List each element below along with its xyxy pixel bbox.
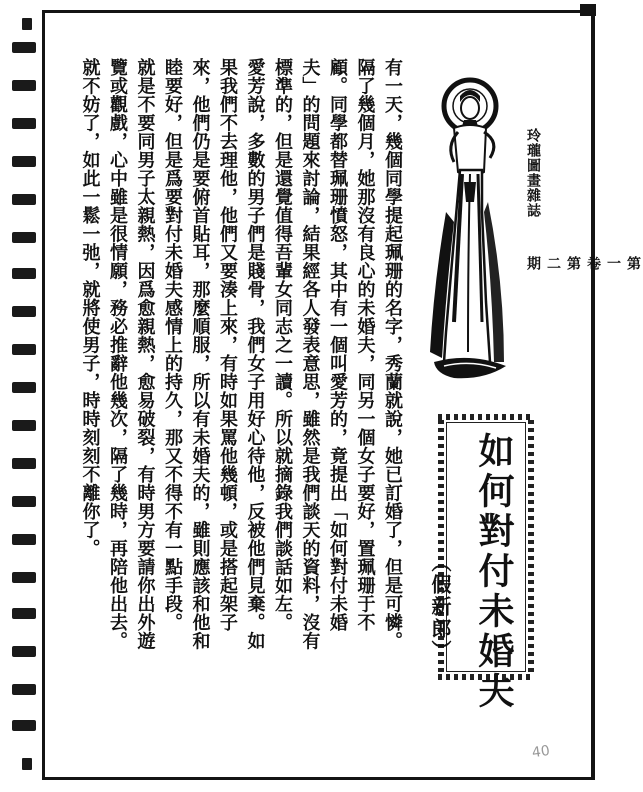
article-body: 有一天，幾個同學提起珮珊的名字，秀蘭就說，她已訂婚了，但是可憐。 隔了幾個月，她那沒有良心的未婚夫，同另一個女子要好，置珮珊于不 顧。同學都替珮珊憤怒，其中有一個叫愛芳的，竟提出「如何對付未婚 夫」的問題來討論，結果經各人發表意思，雖然是我們談天的資料，沒有 標準的，但是還覺值得吾輩女同志之一讀。所以就摘錄我們談話如左。 愛芳說，多數的男子們是賤骨，我們女子用好心待他，反被他們見棄。如 果我們不去理他，他們又要湊上來，有時如果罵他幾頓，或是搭起架子 來，他們仍是要俯首貼耳，那麼順服，所以有未婚夫的，雖則應該和他和 睦要好，但是爲要對付未婚夫感情上的持久，那又不得不有一點手段。 就是不要同男子太親熱，因爲愈親熱，愈易破裂，有時男方要請你出外遊 覽或觀戲，心中雖是很情願，務必推辭他幾次，隔了幾時，再陪他出去。 就不妨了，如此一鬆一弛，就將使男子，時時刻刻不離你了。 [79, 58, 403, 650]
binding-hole [12, 382, 36, 393]
binding-hole [12, 80, 36, 91]
binding-holes [0, 0, 40, 792]
binding-hole [12, 646, 36, 657]
woman-figure-illustration [424, 62, 510, 382]
binding-hole [12, 344, 36, 355]
binding-hole [22, 18, 32, 30]
magazine-name: 玲瓏圖畫雜誌 [525, 128, 541, 218]
binding-hole [12, 194, 36, 205]
binding-hole [12, 458, 36, 469]
running-header [523, 128, 641, 272]
binding-hole [12, 156, 36, 167]
binding-hole [12, 720, 36, 731]
page-number: 40 [530, 742, 551, 762]
binding-hole [22, 758, 32, 770]
binding-hole [12, 420, 36, 431]
binding-hole [12, 608, 36, 619]
binding-hole [12, 534, 36, 545]
binding-hole [12, 118, 36, 129]
binding-hole [12, 572, 36, 583]
binding-hole [12, 306, 36, 317]
binding-hole [12, 496, 36, 507]
corner-mark [580, 4, 596, 16]
article-author: （假新郎） [428, 552, 452, 662]
binding-hole [12, 268, 36, 279]
binding-hole [12, 42, 36, 53]
article-title: 如何對付未婚夫 [473, 432, 515, 712]
binding-hole [12, 232, 36, 243]
binding-hole [12, 684, 36, 695]
volume-issue: 第一卷 第二期 [525, 256, 641, 272]
